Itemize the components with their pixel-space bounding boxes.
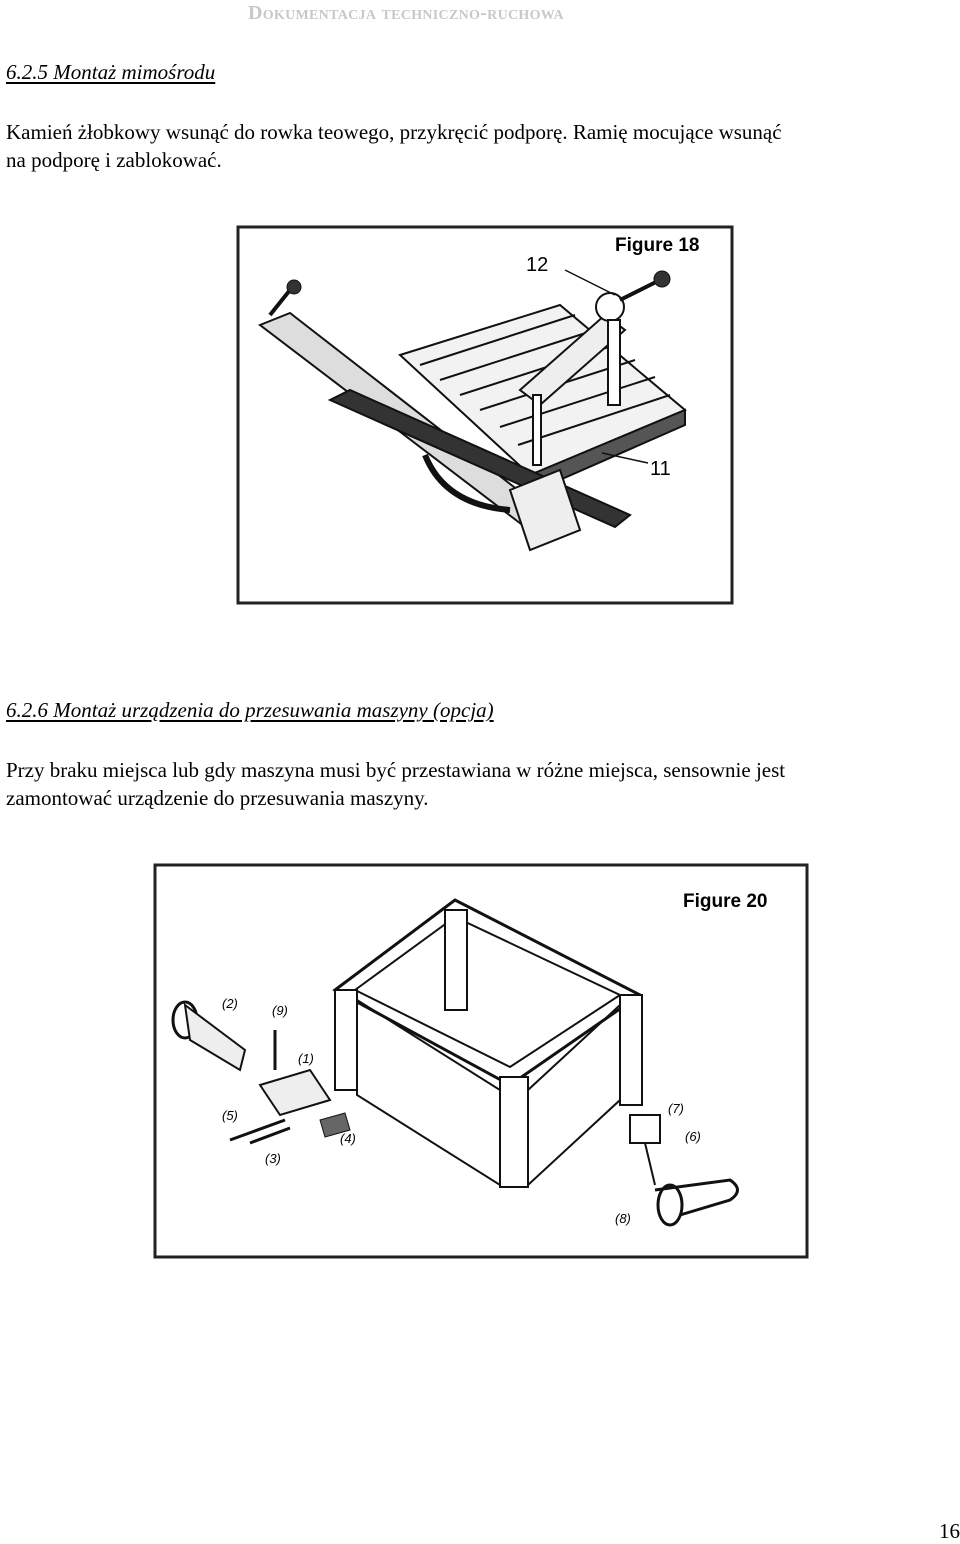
section-6-2-5-paragraph <box>6 118 782 174</box>
callout-11: 11 <box>650 458 671 480</box>
stand-leg <box>445 910 467 1010</box>
figure-18 <box>230 205 740 610</box>
part-label-7: (7) <box>668 1101 684 1116</box>
caster-wheel <box>658 1185 682 1225</box>
section-title-6-2-5: 6.2.5 Montaż mimośrodu <box>6 60 216 84</box>
part-label-6: (6) <box>685 1129 701 1144</box>
stand-leg <box>500 1077 528 1187</box>
support-post <box>608 320 620 405</box>
clamp-knob <box>287 280 301 294</box>
part-label-9: (9) <box>272 1003 288 1018</box>
figure-border <box>155 865 807 1257</box>
paragraph-line: na podporę i zablokować. <box>6 148 222 172</box>
clamp-handle-knob <box>654 271 670 287</box>
part-label-8: (8) <box>615 1211 631 1226</box>
part-label-1: (1) <box>298 1051 314 1066</box>
part-label-4: (4) <box>340 1131 356 1146</box>
paragraph-line: Kamień żłobkowy wsunąć do rowka teowego, przykręcić podporę. Ramię mocujące wsunąć <box>6 120 782 144</box>
section-title-6-2-6: 6.2.6 Montaż urządzenia do przesuwania maszyny (opcja) <box>6 698 494 722</box>
stand-leg <box>620 995 642 1105</box>
part-label-3: (3) <box>265 1151 281 1166</box>
figure-20-caption: Figure 20 <box>683 891 768 912</box>
support-rod <box>533 395 541 465</box>
part-label-5: (5) <box>222 1108 238 1123</box>
figure-18-drawing <box>230 205 740 610</box>
caster-bracket <box>630 1115 660 1143</box>
section-6-2-6-paragraph <box>6 756 785 812</box>
page-number: 16 <box>939 1519 960 1543</box>
stand-leg <box>335 990 357 1090</box>
paragraph-line: Przy braku miejsca lub gdy maszyna musi być przestawiana w różne miejsca, sensownie jest <box>6 758 786 782</box>
figure-20-drawing <box>150 845 815 1265</box>
paragraph-line: zamontować urządzenie do przesuwania maszyny. <box>6 786 429 810</box>
part-label-2: (2) <box>222 996 238 1011</box>
callout-12: 12 <box>526 254 549 276</box>
figure-20 <box>150 845 815 1265</box>
page-header: Dokumentacja techniczno-ruchowa <box>248 2 564 24</box>
figure-18-caption: Figure 18 <box>615 235 700 256</box>
